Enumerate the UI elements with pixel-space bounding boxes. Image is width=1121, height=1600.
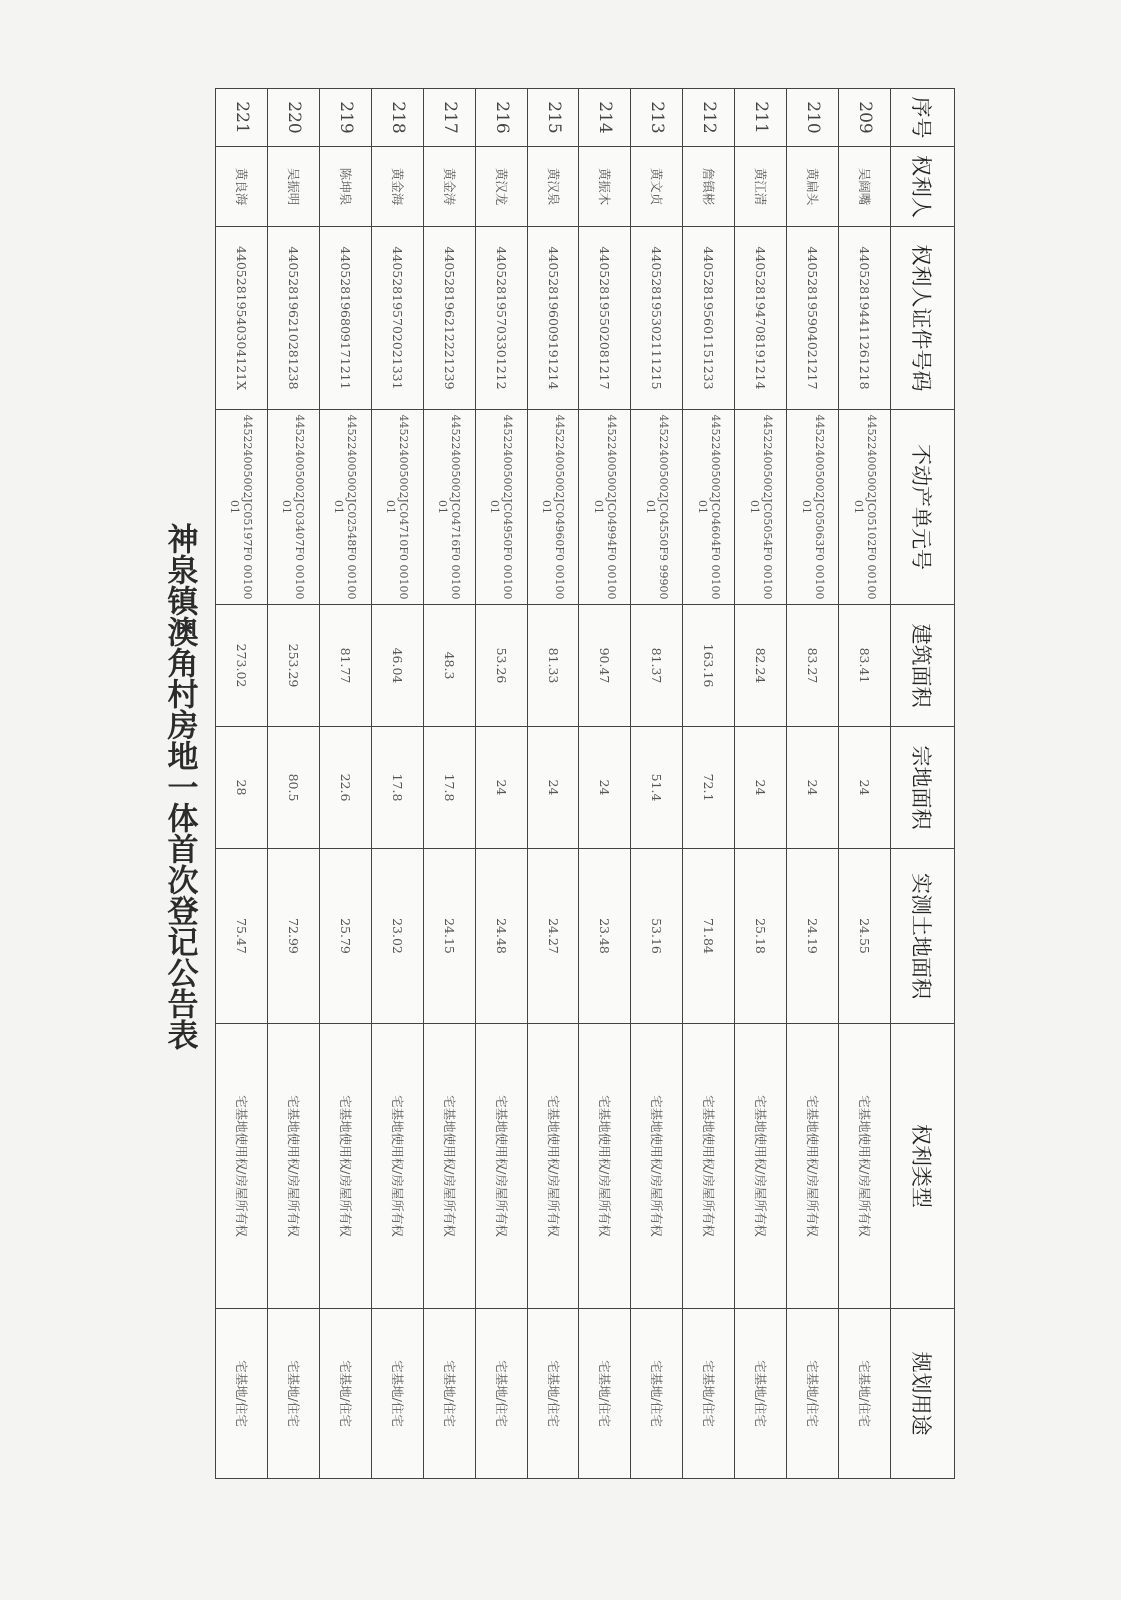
table-row (839, 89, 891, 1479)
use-cell: 宅基地/住宅 (631, 1309, 683, 1479)
use-cell: 宅基地/住宅 (423, 1309, 475, 1479)
unit-number-cell: 445224005002JC02548F0 0010001 (319, 410, 371, 605)
seq-cell: 221 (216, 89, 268, 147)
building-area-cell: 81.77 (319, 605, 371, 727)
building-area-cell: 273.02 (216, 605, 268, 727)
building-area-cell: 83.27 (787, 605, 839, 727)
measured-area-cell: 53.16 (631, 849, 683, 1024)
right-type-cell: 宅基地使用权/房屋所有权 (371, 1024, 423, 1309)
parcel-area-cell: 24 (839, 727, 891, 849)
building-area-cell: 82.24 (735, 605, 787, 727)
use-cell: 宅基地/住宅 (839, 1309, 891, 1479)
registration-table-container (215, 88, 955, 1478)
seq-cell: 215 (527, 89, 579, 147)
table-row (735, 89, 787, 1479)
right-type-cell: 宅基地使用权/房屋所有权 (787, 1024, 839, 1309)
parcel-area-cell: 72.1 (683, 727, 735, 849)
building-area-cell: 163.16 (683, 605, 735, 727)
table-row (423, 89, 475, 1479)
unit-number-cell: 445224005002JC05102F0 0010001 (839, 410, 891, 605)
building-area-cell: 253.29 (267, 605, 319, 727)
table-row (319, 89, 371, 1479)
table-row (371, 89, 423, 1479)
owner-cell: 吴振明 (267, 147, 319, 227)
owner-cell: 陈坤泉 (319, 147, 371, 227)
unit-number-cell: 445224005002JC04710F0 0010001 (371, 410, 423, 605)
seq-cell: 218 (371, 89, 423, 147)
right-type-cell: 宅基地使用权/房屋所有权 (216, 1024, 268, 1309)
column-header: 建筑面积 (891, 605, 955, 727)
parcel-area-cell: 24 (475, 727, 527, 849)
building-area-cell: 53.26 (475, 605, 527, 727)
owner-cell: 黄金涛 (423, 147, 475, 227)
use-cell: 宅基地/住宅 (683, 1309, 735, 1479)
seq-cell: 214 (579, 89, 631, 147)
parcel-area-cell: 22.6 (319, 727, 371, 849)
seq-cell: 213 (631, 89, 683, 147)
owner-cell: 黄金海 (371, 147, 423, 227)
column-header: 序号 (891, 89, 955, 147)
id-number-cell: 440528196210281238 (267, 227, 319, 410)
seq-cell: 211 (735, 89, 787, 147)
table-row (216, 89, 268, 1479)
column-header: 宗地面积 (891, 727, 955, 849)
parcel-area-cell: 24 (787, 727, 839, 849)
measured-area-cell: 72.99 (267, 849, 319, 1024)
right-type-cell: 宅基地使用权/房屋所有权 (735, 1024, 787, 1309)
column-header: 规划用途 (891, 1309, 955, 1479)
parcel-area-cell: 24 (579, 727, 631, 849)
parcel-area-cell: 17.8 (423, 727, 475, 849)
owner-cell: 黄江清 (735, 147, 787, 227)
measured-area-cell: 75.47 (216, 849, 268, 1024)
parcel-area-cell: 28 (216, 727, 268, 849)
parcel-area-cell: 51.4 (631, 727, 683, 849)
seq-cell: 217 (423, 89, 475, 147)
owner-cell: 黄文贞 (631, 147, 683, 227)
measured-area-cell: 24.19 (787, 849, 839, 1024)
owner-cell: 黄汉泉 (527, 147, 579, 227)
seq-cell: 209 (839, 89, 891, 147)
seq-cell: 216 (475, 89, 527, 147)
table-row (631, 89, 683, 1479)
unit-number-cell: 445224005002JC04960F0 0010001 (527, 410, 579, 605)
id-number-cell: 440528195502081217 (579, 227, 631, 410)
page-title: 神泉镇澳角村房地一体首次登记公告表 (161, 522, 198, 1050)
column-header: 权利人证件号码 (891, 227, 955, 410)
right-type-cell: 宅基地使用权/房屋所有权 (579, 1024, 631, 1309)
measured-area-cell: 23.02 (371, 849, 423, 1024)
measured-area-cell: 24.55 (839, 849, 891, 1024)
right-type-cell: 宅基地使用权/房屋所有权 (475, 1024, 527, 1309)
unit-number-cell: 445224005002JC05197F0 0010001 (216, 410, 268, 605)
use-cell: 宅基地/住宅 (216, 1309, 268, 1479)
building-area-cell: 81.33 (527, 605, 579, 727)
unit-number-cell: 445224005002JC04994F0 0010001 (579, 410, 631, 605)
use-cell: 宅基地/住宅 (787, 1309, 839, 1479)
unit-number-cell: 445224005002JC04950F0 0010001 (475, 410, 527, 605)
column-header: 不动产单元号 (891, 410, 955, 605)
id-number-cell: 440528195302111215 (631, 227, 683, 410)
unit-number-cell: 445224005002JC04716F0 0010001 (423, 410, 475, 605)
id-number-cell: 440528195703301212 (475, 227, 527, 410)
id-number-cell: 440528195601151233 (683, 227, 735, 410)
column-header: 实测土地面积 (891, 849, 955, 1024)
seq-cell: 220 (267, 89, 319, 147)
use-cell: 宅基地/住宅 (319, 1309, 371, 1479)
right-type-cell: 宅基地使用权/房屋所有权 (423, 1024, 475, 1309)
table-row (475, 89, 527, 1479)
right-type-cell: 宅基地使用权/房屋所有权 (839, 1024, 891, 1309)
id-number-cell: 440528195904021217 (787, 227, 839, 410)
column-header: 权利类型 (891, 1024, 955, 1309)
building-area-cell: 83.41 (839, 605, 891, 727)
right-type-cell: 宅基地使用权/房屋所有权 (319, 1024, 371, 1309)
right-type-cell: 宅基地使用权/房屋所有权 (267, 1024, 319, 1309)
owner-cell: 黄汉龙 (475, 147, 527, 227)
unit-number-cell: 445224005002JC04550F9 9990001 (631, 410, 683, 605)
owner-cell: 黄振木 (579, 147, 631, 227)
building-area-cell: 90.47 (579, 605, 631, 727)
id-number-cell: 440528195702021331 (371, 227, 423, 410)
id-number-cell: 440528194411261218 (839, 227, 891, 410)
use-cell: 宅基地/住宅 (579, 1309, 631, 1479)
seq-cell: 219 (319, 89, 371, 147)
owner-cell: 吴阔嘴 (839, 147, 891, 227)
use-cell: 宅基地/住宅 (735, 1309, 787, 1479)
building-area-cell: 48.3 (423, 605, 475, 727)
unit-number-cell: 445224005002JC05063F0 0010001 (787, 410, 839, 605)
measured-area-cell: 25.79 (319, 849, 371, 1024)
use-cell: 宅基地/住宅 (475, 1309, 527, 1479)
registration-table (215, 88, 955, 1479)
measured-area-cell: 24.48 (475, 849, 527, 1024)
right-type-cell: 宅基地使用权/房屋所有权 (683, 1024, 735, 1309)
id-number-cell: 440528194708191214 (735, 227, 787, 410)
parcel-area-cell: 24 (735, 727, 787, 849)
unit-number-cell: 445224005002JC03407F0 0010001 (267, 410, 319, 605)
unit-number-cell: 445224005002JC05054F0 0010001 (735, 410, 787, 605)
measured-area-cell: 71.84 (683, 849, 735, 1024)
column-header: 权利人 (891, 147, 955, 227)
use-cell: 宅基地/住宅 (371, 1309, 423, 1479)
parcel-area-cell: 17.8 (371, 727, 423, 849)
id-number-cell: 440528196809171211 (319, 227, 371, 410)
owner-cell: 詹镇彬 (683, 147, 735, 227)
seq-cell: 210 (787, 89, 839, 147)
table-row (527, 89, 579, 1479)
use-cell: 宅基地/住宅 (267, 1309, 319, 1479)
id-number-cell: 440528196212221239 (423, 227, 475, 410)
table-row (787, 89, 839, 1479)
table-header-row (891, 89, 955, 1479)
right-type-cell: 宅基地使用权/房屋所有权 (631, 1024, 683, 1309)
seq-cell: 212 (683, 89, 735, 147)
id-number-cell: 440528196009191214 (527, 227, 579, 410)
unit-number-cell: 445224005002JC04604F0 0010001 (683, 410, 735, 605)
measured-area-cell: 23.48 (579, 849, 631, 1024)
owner-cell: 黄良海 (216, 147, 268, 227)
table-row (683, 89, 735, 1479)
right-type-cell: 宅基地使用权/房屋所有权 (527, 1024, 579, 1309)
building-area-cell: 81.37 (631, 605, 683, 727)
measured-area-cell: 24.27 (527, 849, 579, 1024)
id-number-cell: 44052819540304121X (216, 227, 268, 410)
building-area-cell: 46.04 (371, 605, 423, 727)
parcel-area-cell: 24 (527, 727, 579, 849)
measured-area-cell: 24.15 (423, 849, 475, 1024)
owner-cell: 黄扁头 (787, 147, 839, 227)
parcel-area-cell: 80.5 (267, 727, 319, 849)
measured-area-cell: 25.18 (735, 849, 787, 1024)
table-row (579, 89, 631, 1479)
use-cell: 宅基地/住宅 (527, 1309, 579, 1479)
table-row (267, 89, 319, 1479)
